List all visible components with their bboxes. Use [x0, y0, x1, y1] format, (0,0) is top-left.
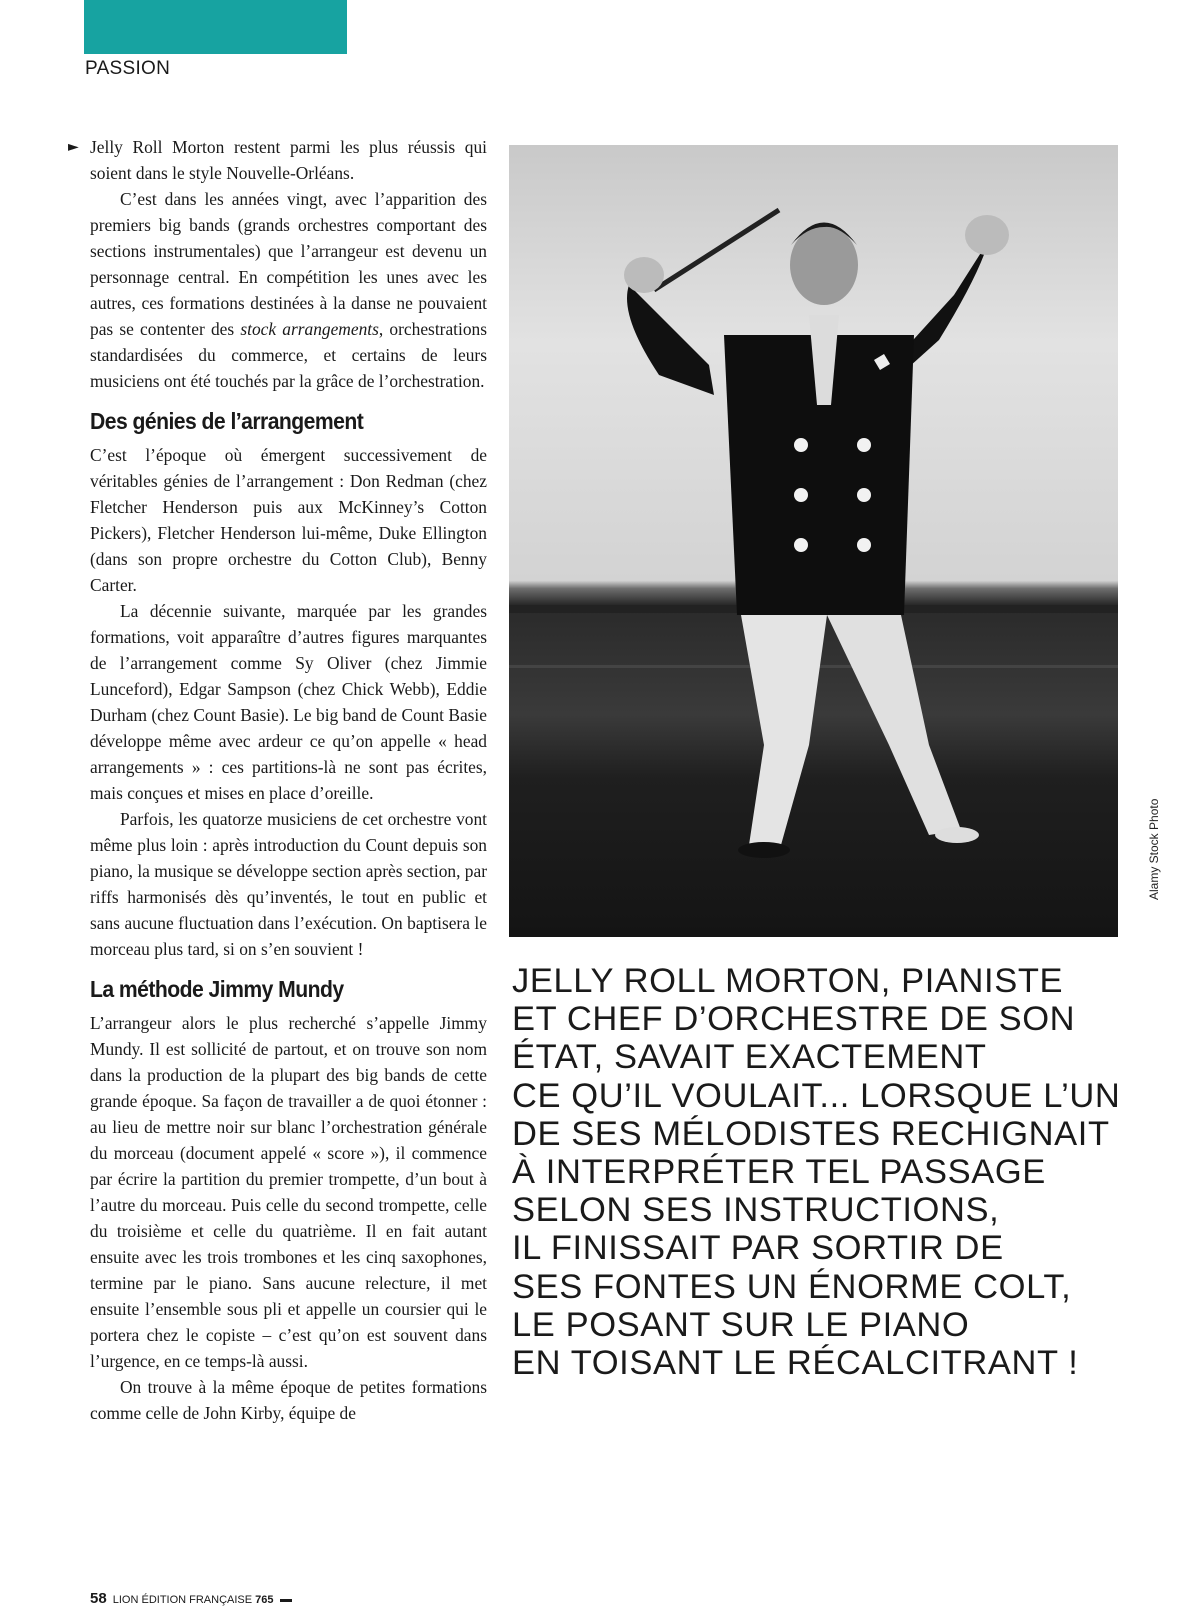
article-paragraph: Parfois, les quatorze musiciens de cet orchestre vont même plus loin : après introduction du Count depuis son piano, la musique se développe section après section, par riffs harmonisés dès qu’inventés, le tout en public et sans aucune fluctuation dans l’exécution. On baptisera le morceau plus tard, si on s’en souvient !	[90, 809, 487, 959]
pull-quote-line: ÉTAT, SAVAIT EXACTEMENT	[512, 1038, 987, 1077]
pull-quote-line: CE QU’IL VOULAIT... LORSQUE L’UN	[512, 1076, 1121, 1115]
footer-rule	[280, 1599, 292, 1602]
photo-credit: Alamy Stock Photo	[1147, 798, 1161, 900]
subheading: La méthode Jimmy Mundy	[90, 976, 344, 1002]
section-label: PASSION	[85, 58, 171, 79]
pull-quote	[512, 962, 1121, 1383]
publication-name: LION ÉDITION FRANÇAISE	[112, 1594, 253, 1606]
pull-quote-line: EN TOISANT LE RÉCALCITRANT !	[512, 1344, 1079, 1383]
article-column	[68, 134, 487, 1426]
pull-quote-line: ET CHEF D’ORCHESTRE DE SON	[512, 1000, 1076, 1039]
pull-quote-line: IL FINISSAIT PAR SORTIR DE	[512, 1229, 1004, 1268]
article-paragraph: On trouve à la même époque de petites formations comme celle de John Kirby, équipe de	[90, 1377, 487, 1423]
subheading: Des génies de l’arrangement	[90, 408, 364, 434]
page-footer	[90, 1590, 292, 1607]
issue-number: 765	[255, 1594, 274, 1606]
continuation-arrow-icon: ►	[68, 139, 79, 155]
article-paragraph: L’arrangeur alors le plus recherché s’appelle Jimmy Mundy. Il est sollicité de partout, et on trouve son nom dans la production de la plupart des big bands de cette grande époque. Sa façon de travailler a de quoi étonner : au lieu de mettre noir sur blanc l’orchestration générale du morceau (document appelé « score »), il commence par écrire la partition du premier trompette, d’un bout à l’autre du morceau. Puis celle du second trompette, celle du troisième et celle du quatrième. Il en fait autant ensuite avec les trois trombones et les cinq saxophones, termine par le piano. Sans aucune relecture, il met ensuite l’ensemble sous pli et appelle un coursier qui le portera chez le copiste – c’est qu’on est souvent dans l’urgence, en ce temps-là aussi.	[90, 1013, 487, 1371]
jelly-roll-morton-photo	[509, 145, 1118, 937]
pull-quote-line: SELON SES INSTRUCTIONS,	[512, 1191, 1000, 1230]
conductor-silhouette	[509, 145, 1118, 937]
pull-quote-line: LE POSANT SUR LE PIANO	[512, 1305, 970, 1344]
article-paragraph: Jelly Roll Morton restent parmi les plus réussis qui soient dans le style Nouvelle-Orléans.	[90, 137, 487, 183]
article-paragraph: La décennie suivante, marquée par les grandes formations, voit apparaître d’autres figures marquantes de l’arrangement comme Sy Oliver (chez Jimmie Lunceford), Edgar Sampson (chez Chick Webb), Eddie Durham (chez Count Basie). Le big band de Count Basie développe même avec ardeur ce qu’on appelle « head arrangements » : ces partitions-là ne sont pas écrites, mais conçues et mises en place d’oreille.	[90, 601, 487, 803]
pull-quote-line: À INTERPRÉTER TEL PASSAGE	[512, 1153, 1046, 1192]
article-paragraph: C’est dans les années vingt, avec l’apparition des premiers big bands (grands orchestres comportant des sections instrumentales) que l’arrangeur est devenu un personnage central. En compétition les unes avec les autres, ces formations destinées à la danse ne pouvaient pas se contenter des stock arrangements, orchestrations standardisées du commerce, et certains de leurs musiciens ont été touchés par la grâce de l’orchestration.	[90, 189, 487, 391]
page-number: 58	[90, 1590, 107, 1607]
section-color-bar	[84, 0, 347, 54]
pull-quote-line: DE SES MÉLODISTES RECHIGNAIT	[512, 1114, 1110, 1153]
pull-quote-line: JELLY ROLL MORTON, PIANISTE	[512, 962, 1064, 1000]
article-paragraph: C’est l’époque où émergent successivement de véritables génies de l’arrangement : Don Redman (chez Fletcher Henderson puis aux McKinney’s Cotton Pickers), Fletcher Henderson lui-même, Duke Ellington (dans son propre orchestre du Cotton Club), Benny Carter.	[90, 445, 487, 595]
pull-quote-line: SES FONTES UN ÉNORME COLT,	[512, 1267, 1072, 1306]
